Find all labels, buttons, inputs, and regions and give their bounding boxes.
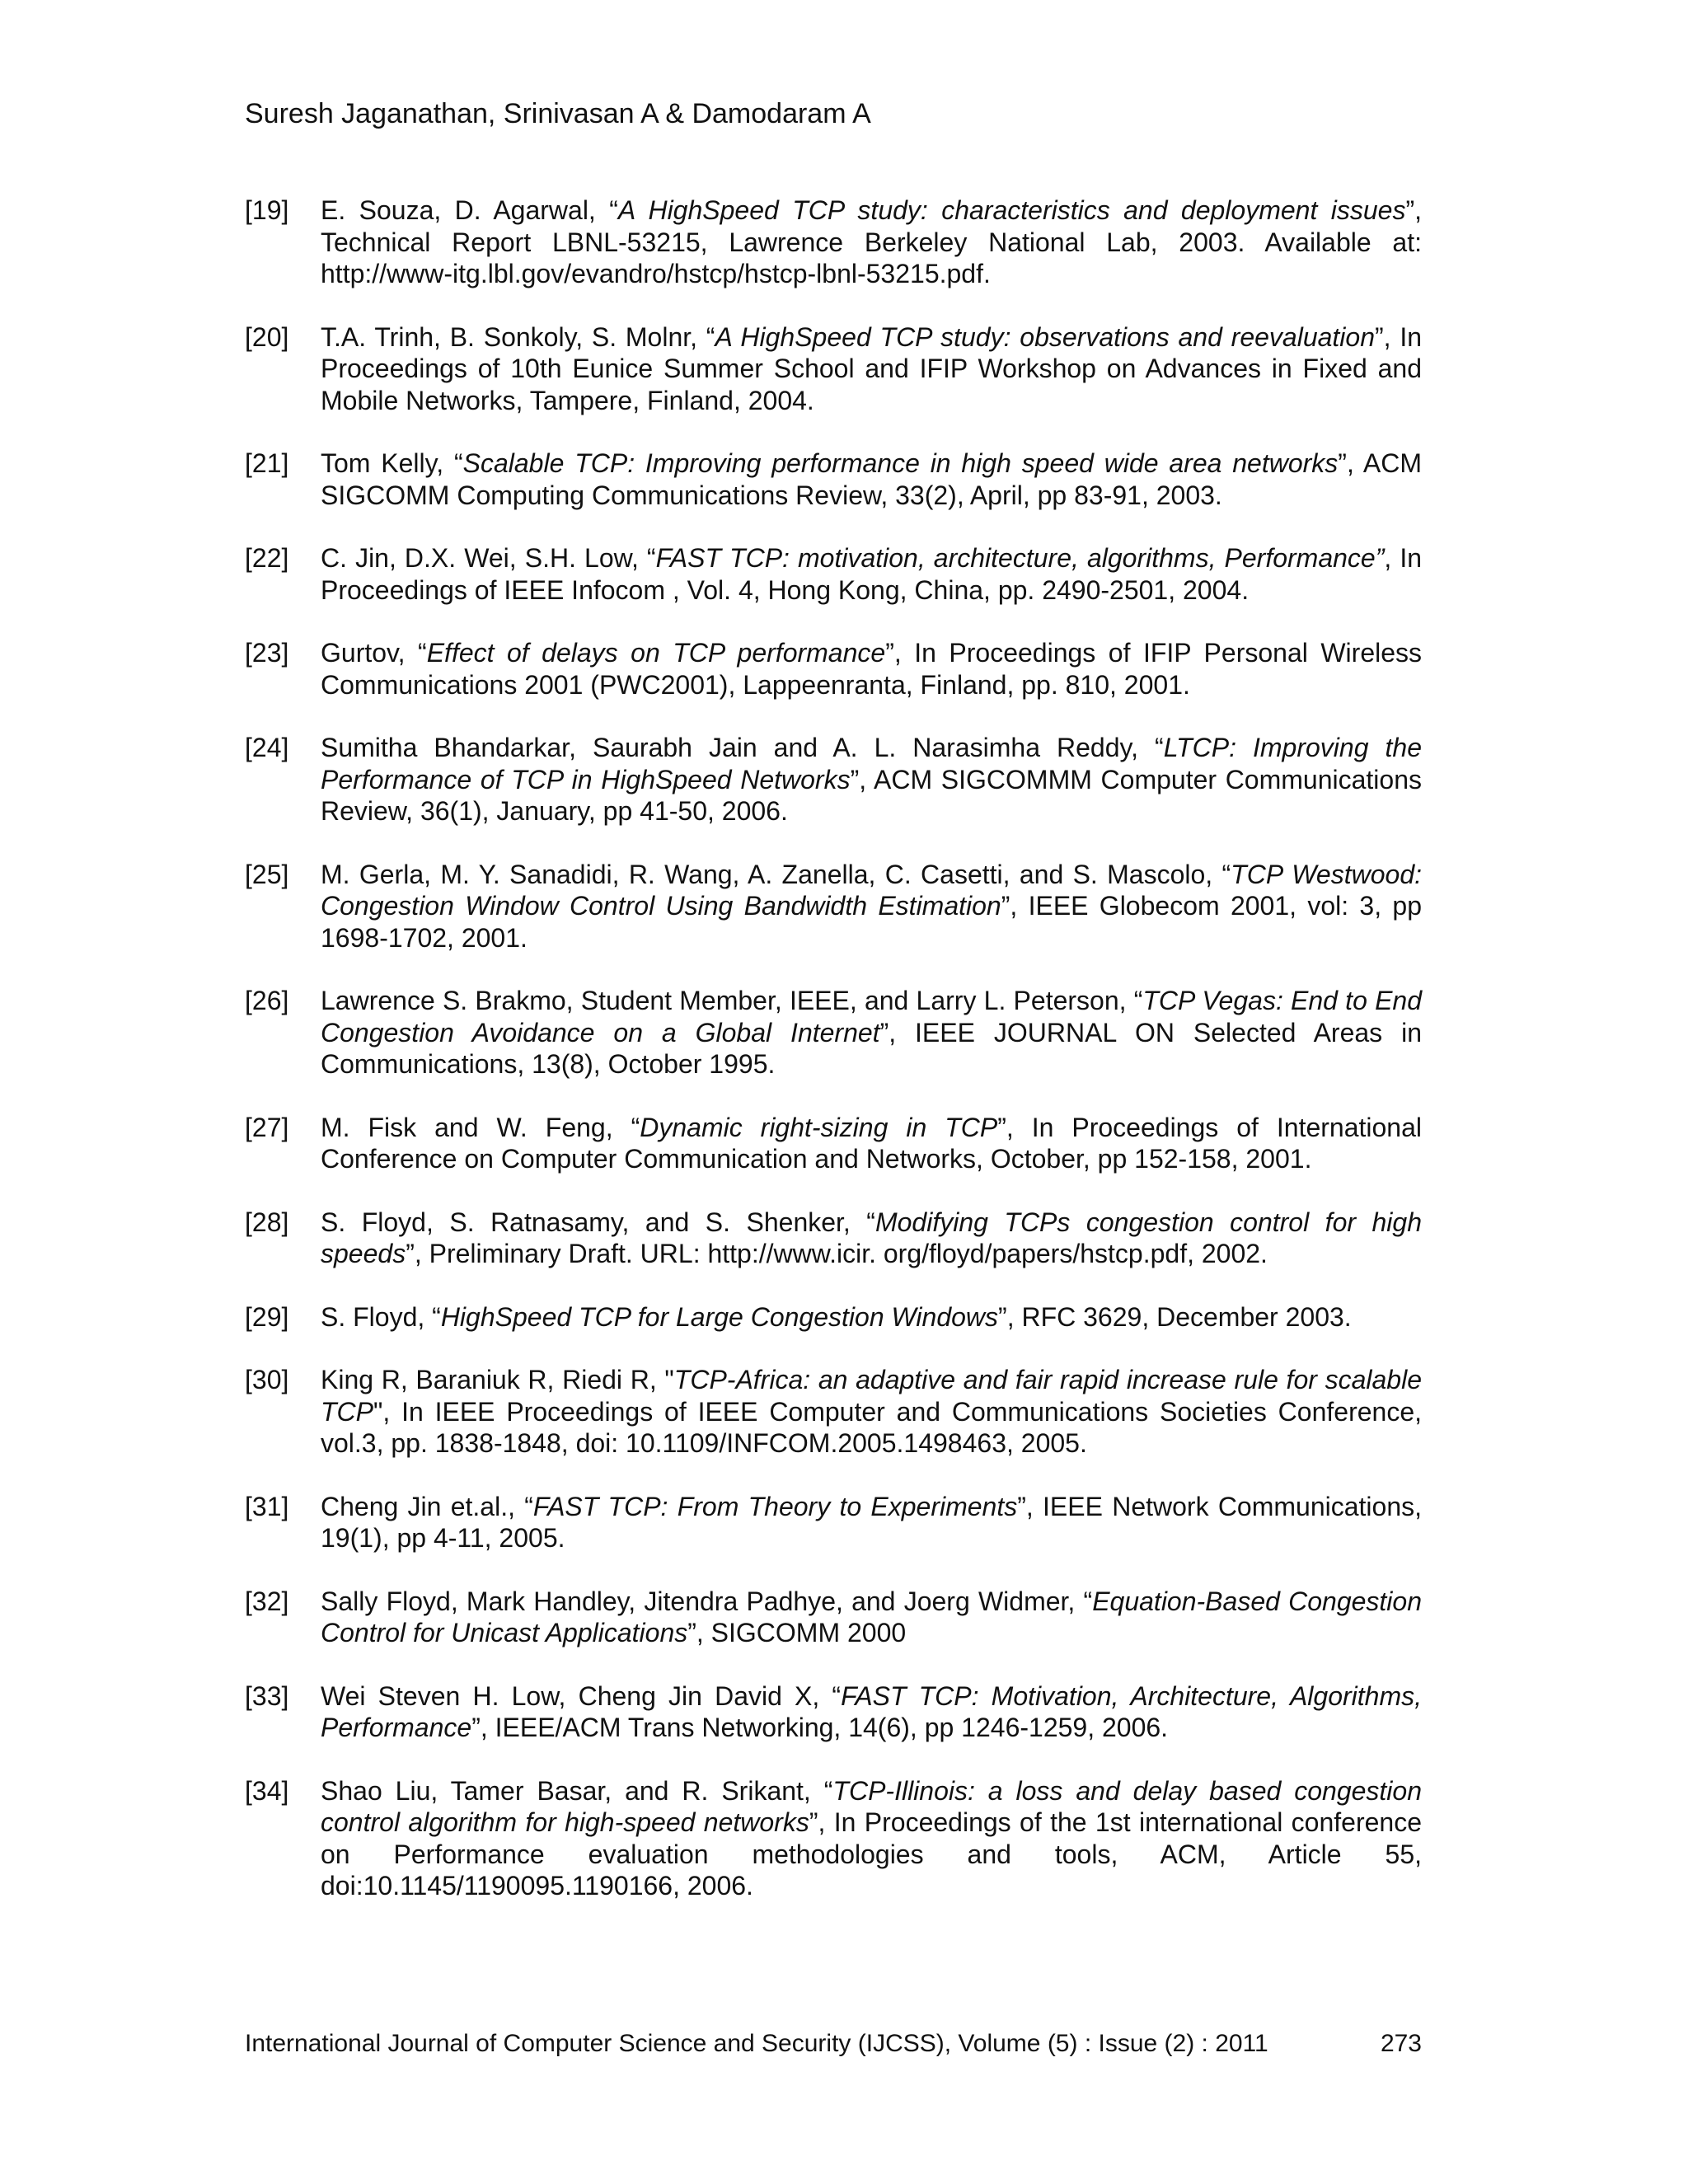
- reference-number: [34]: [245, 1775, 289, 1806]
- reference-text: [321, 542, 1422, 606]
- reference-number: [21]: [245, 448, 289, 478]
- reference-title: TCP Vegas: End to End Congestion Avoidance on a Global Internet: [321, 986, 1422, 1047]
- reference-title: FAST TCP: From Theory to Experiments: [532, 1491, 1018, 1521]
- reference-authors: Sally Floyd, Mark Handley, Jitendra Padhye, and Joerg Widmer, “: [321, 1586, 1093, 1616]
- reference-text: [321, 1680, 1422, 1744]
- reference-details: ”, Preliminary Draft. URL: http://www.icir. org/floyd/papers/hstcp.pdf, 2002.: [406, 1239, 1268, 1268]
- reference-number: [25]: [245, 859, 289, 889]
- reference-number: [23]: [245, 638, 289, 668]
- reference-item: [245, 1364, 1422, 1460]
- reference-text: [321, 1301, 1422, 1333]
- reference-details: ”, In Proceedings of IFIP Personal Wireless Communications 2001 (PWC2001), Lappeenranta, Finland, pp. 810, 2001.: [321, 638, 1423, 700]
- reference-details: ”, ACM SIGCOMMM Computer Communications Review, 36(1), January, pp 41-50, 2006.: [321, 764, 1422, 826]
- reference-details: ”, In Proceedings of the 1st international conference on Performance evaluation methodologies and tools, ACM, Article 55, doi:10.1145/1190095.1190166, 2006.: [321, 1807, 1422, 1900]
- reference-authors: Gurtov, “: [321, 638, 427, 668]
- reference-text: [321, 1775, 1422, 1902]
- reference-authors: M. Fisk and W. Feng, “: [321, 1112, 640, 1142]
- reference-item: [245, 1775, 1422, 1902]
- reference-text: [321, 1207, 1422, 1270]
- reference-authors: M. Gerla, M. Y. Sanadidi, R. Wang, A. Zanella, C. Casetti, and S. Mascolo, “: [321, 859, 1231, 889]
- reference-authors: C. Jin, D.X. Wei, S.H. Low, “: [321, 543, 656, 573]
- reference-details: ”, SIGCOMM 2000: [687, 1618, 907, 1647]
- reference-title: Equation-Based Congestion Control for Unicast Applications: [321, 1586, 1423, 1647]
- reference-details: ”, RFC 3629, December 2003.: [998, 1301, 1352, 1332]
- reference-number: [20]: [245, 321, 289, 352]
- reference-title: Modifying TCPs congestion control for high speeds: [321, 1207, 1422, 1268]
- reference-number: [31]: [245, 1491, 289, 1521]
- reference-text: [321, 321, 1422, 417]
- reference-details: ”, IEEE JOURNAL ON Selected Areas in Communications, 13(8), October 1995.: [321, 1017, 1423, 1079]
- reference-title: TCP Westwood: Congestion Window Control Using Bandwidth Estimation: [321, 859, 1423, 921]
- reference-text: [321, 1364, 1422, 1460]
- reference-details: ", In IEEE Proceedings of IEEE Computer and Communications Societies Conference, vol.3, pp. 1838-1848, doi: 10.1109/INFCOM.2005.1498463, 2005.: [321, 1396, 1422, 1458]
- reference-list: [245, 194, 1422, 1933]
- reference-number: [19]: [245, 195, 289, 225]
- reference-authors: Tom Kelly, “: [321, 448, 463, 478]
- reference-number: [24]: [245, 733, 289, 762]
- running-head: Suresh Jaganathan, Srinivasan A & Damodaram A: [245, 98, 871, 129]
- reference-text: [321, 1586, 1422, 1649]
- reference-text: [321, 985, 1422, 1080]
- reference-number: [26]: [245, 986, 289, 1015]
- reference-item: [245, 1207, 1422, 1270]
- reference-authors: Lawrence S. Brakmo, Student Member, IEEE, and Larry L. Peterson, “: [321, 986, 1143, 1015]
- reference-title: TCP-Africa: an adaptive and fair rapid increase rule for scalable TCP: [321, 1365, 1422, 1427]
- reference-item: [245, 194, 1422, 290]
- reference-authors: E. Souza, D. Agarwal, “: [321, 195, 618, 225]
- reference-item: [245, 637, 1422, 701]
- reference-number: [22]: [245, 543, 289, 573]
- reference-number: [28]: [245, 1207, 289, 1237]
- reference-authors: Shao Liu, Tamer Basar, and R. Srikant, “: [321, 1775, 833, 1806]
- reference-number: [29]: [245, 1301, 289, 1332]
- reference-title: FAST TCP: Motivation, Architecture, Algorithms, Performance: [321, 1680, 1422, 1742]
- reference-item: [245, 321, 1422, 417]
- reference-title: HighSpeed TCP for Large Congestion Windows: [440, 1301, 999, 1332]
- reference-number: [32]: [245, 1586, 289, 1616]
- reference-authors: S. Floyd, S. Ratnasamy, and S. Shenker, “: [321, 1207, 875, 1237]
- reference-details: ”, IEEE Globecom 2001, vol: 3, pp 1698-1702, 2001.: [321, 891, 1423, 953]
- reference-text: [321, 732, 1422, 827]
- reference-item: [245, 1112, 1422, 1175]
- reference-item: [245, 1680, 1422, 1744]
- reference-details: ”, In Proceedings of International Conference on Computer Communication and Networks, October, pp 152-158, 2001.: [321, 1112, 1423, 1174]
- reference-title: Scalable TCP: Improving performance in high speed wide area networks: [462, 448, 1339, 478]
- reference-title: LTCP: Improving the Performance of TCP in HighSpeed Networks: [321, 733, 1423, 794]
- reference-item: [245, 859, 1422, 954]
- reference-title: A HighSpeed TCP study: observations and reevaluation: [715, 321, 1376, 352]
- reference-item: [245, 1586, 1422, 1649]
- reference-authors: S. Floyd, “: [321, 1301, 441, 1332]
- reference-authors: King R, Baraniuk R, Riedi R, ": [321, 1365, 674, 1394]
- reference-title: TCP-Illinois: a loss and delay based congestion control algorithm for high-speed networks: [321, 1775, 1423, 1837]
- reference-item: [245, 732, 1422, 827]
- page-number: 273: [1380, 2030, 1422, 2057]
- reference-text: [321, 859, 1422, 954]
- reference-title: Dynamic right-sizing in TCP: [640, 1112, 998, 1142]
- reference-item: [245, 448, 1422, 511]
- reference-number: [33]: [245, 1680, 289, 1711]
- reference-item: [245, 542, 1422, 606]
- reference-item: [245, 985, 1422, 1080]
- reference-authors: Cheng Jin et.al., “: [321, 1491, 533, 1521]
- reference-details: ”, ACM SIGCOMM Computing Communications Review, 33(2), April, pp 83-91, 2003.: [321, 448, 1423, 510]
- reference-title: A HighSpeed TCP study: characteristics and deployment issues: [617, 195, 1406, 225]
- reference-authors: Sumitha Bhandarkar, Saurabh Jain and A. L. Narasimha Reddy, “: [321, 733, 1164, 762]
- reference-details: ”, IEEE Network Communications, 19(1), pp 4-11, 2005.: [321, 1491, 1423, 1553]
- reference-number: [30]: [245, 1365, 289, 1394]
- reference-authors: T.A. Trinh, B. Sonkoly, S. Molnr, “: [321, 321, 715, 352]
- reference-details: ”, IEEE/ACM Trans Networking, 14(6), pp 1246-1259, 2006.: [471, 1713, 1169, 1742]
- reference-details: ”, In Proceedings of 10th Eunice Summer School and IFIP Workshop on Advances in Fixed and Mobile Networks, Tampere, Finland, 2004.: [321, 321, 1423, 415]
- reference-authors: Wei Steven H. Low, Cheng Jin David X, “: [321, 1680, 842, 1711]
- reference-details: , In Proceedings of IEEE Infocom , Vol. 4, Hong Kong, China, pp. 2490-2501, 2004.: [321, 543, 1423, 605]
- reference-item: [245, 1301, 1422, 1333]
- reference-text: [321, 448, 1422, 511]
- reference-text: [321, 1112, 1422, 1175]
- reference-details: ”, Technical Report LBNL-53215, Lawrence Berkeley National Lab, 2003. Available at: http://www-itg.lbl.gov/evandro/hstcp/hstcp-lbnl-53215.pdf.: [321, 195, 1423, 288]
- reference-text: [321, 1491, 1422, 1554]
- reference-item: [245, 1491, 1422, 1554]
- reference-title: FAST TCP: motivation, architecture, algorithms, Performance”: [655, 543, 1385, 573]
- reference-number: [27]: [245, 1112, 289, 1142]
- reference-text: [321, 194, 1422, 290]
- reference-title: Effect of delays on TCP performance: [426, 638, 886, 668]
- footer-journal: International Journal of Computer Science and Security (IJCSS), Volume (5) : Issue (2) : 2011: [245, 2030, 1268, 2057]
- reference-text: [321, 637, 1422, 701]
